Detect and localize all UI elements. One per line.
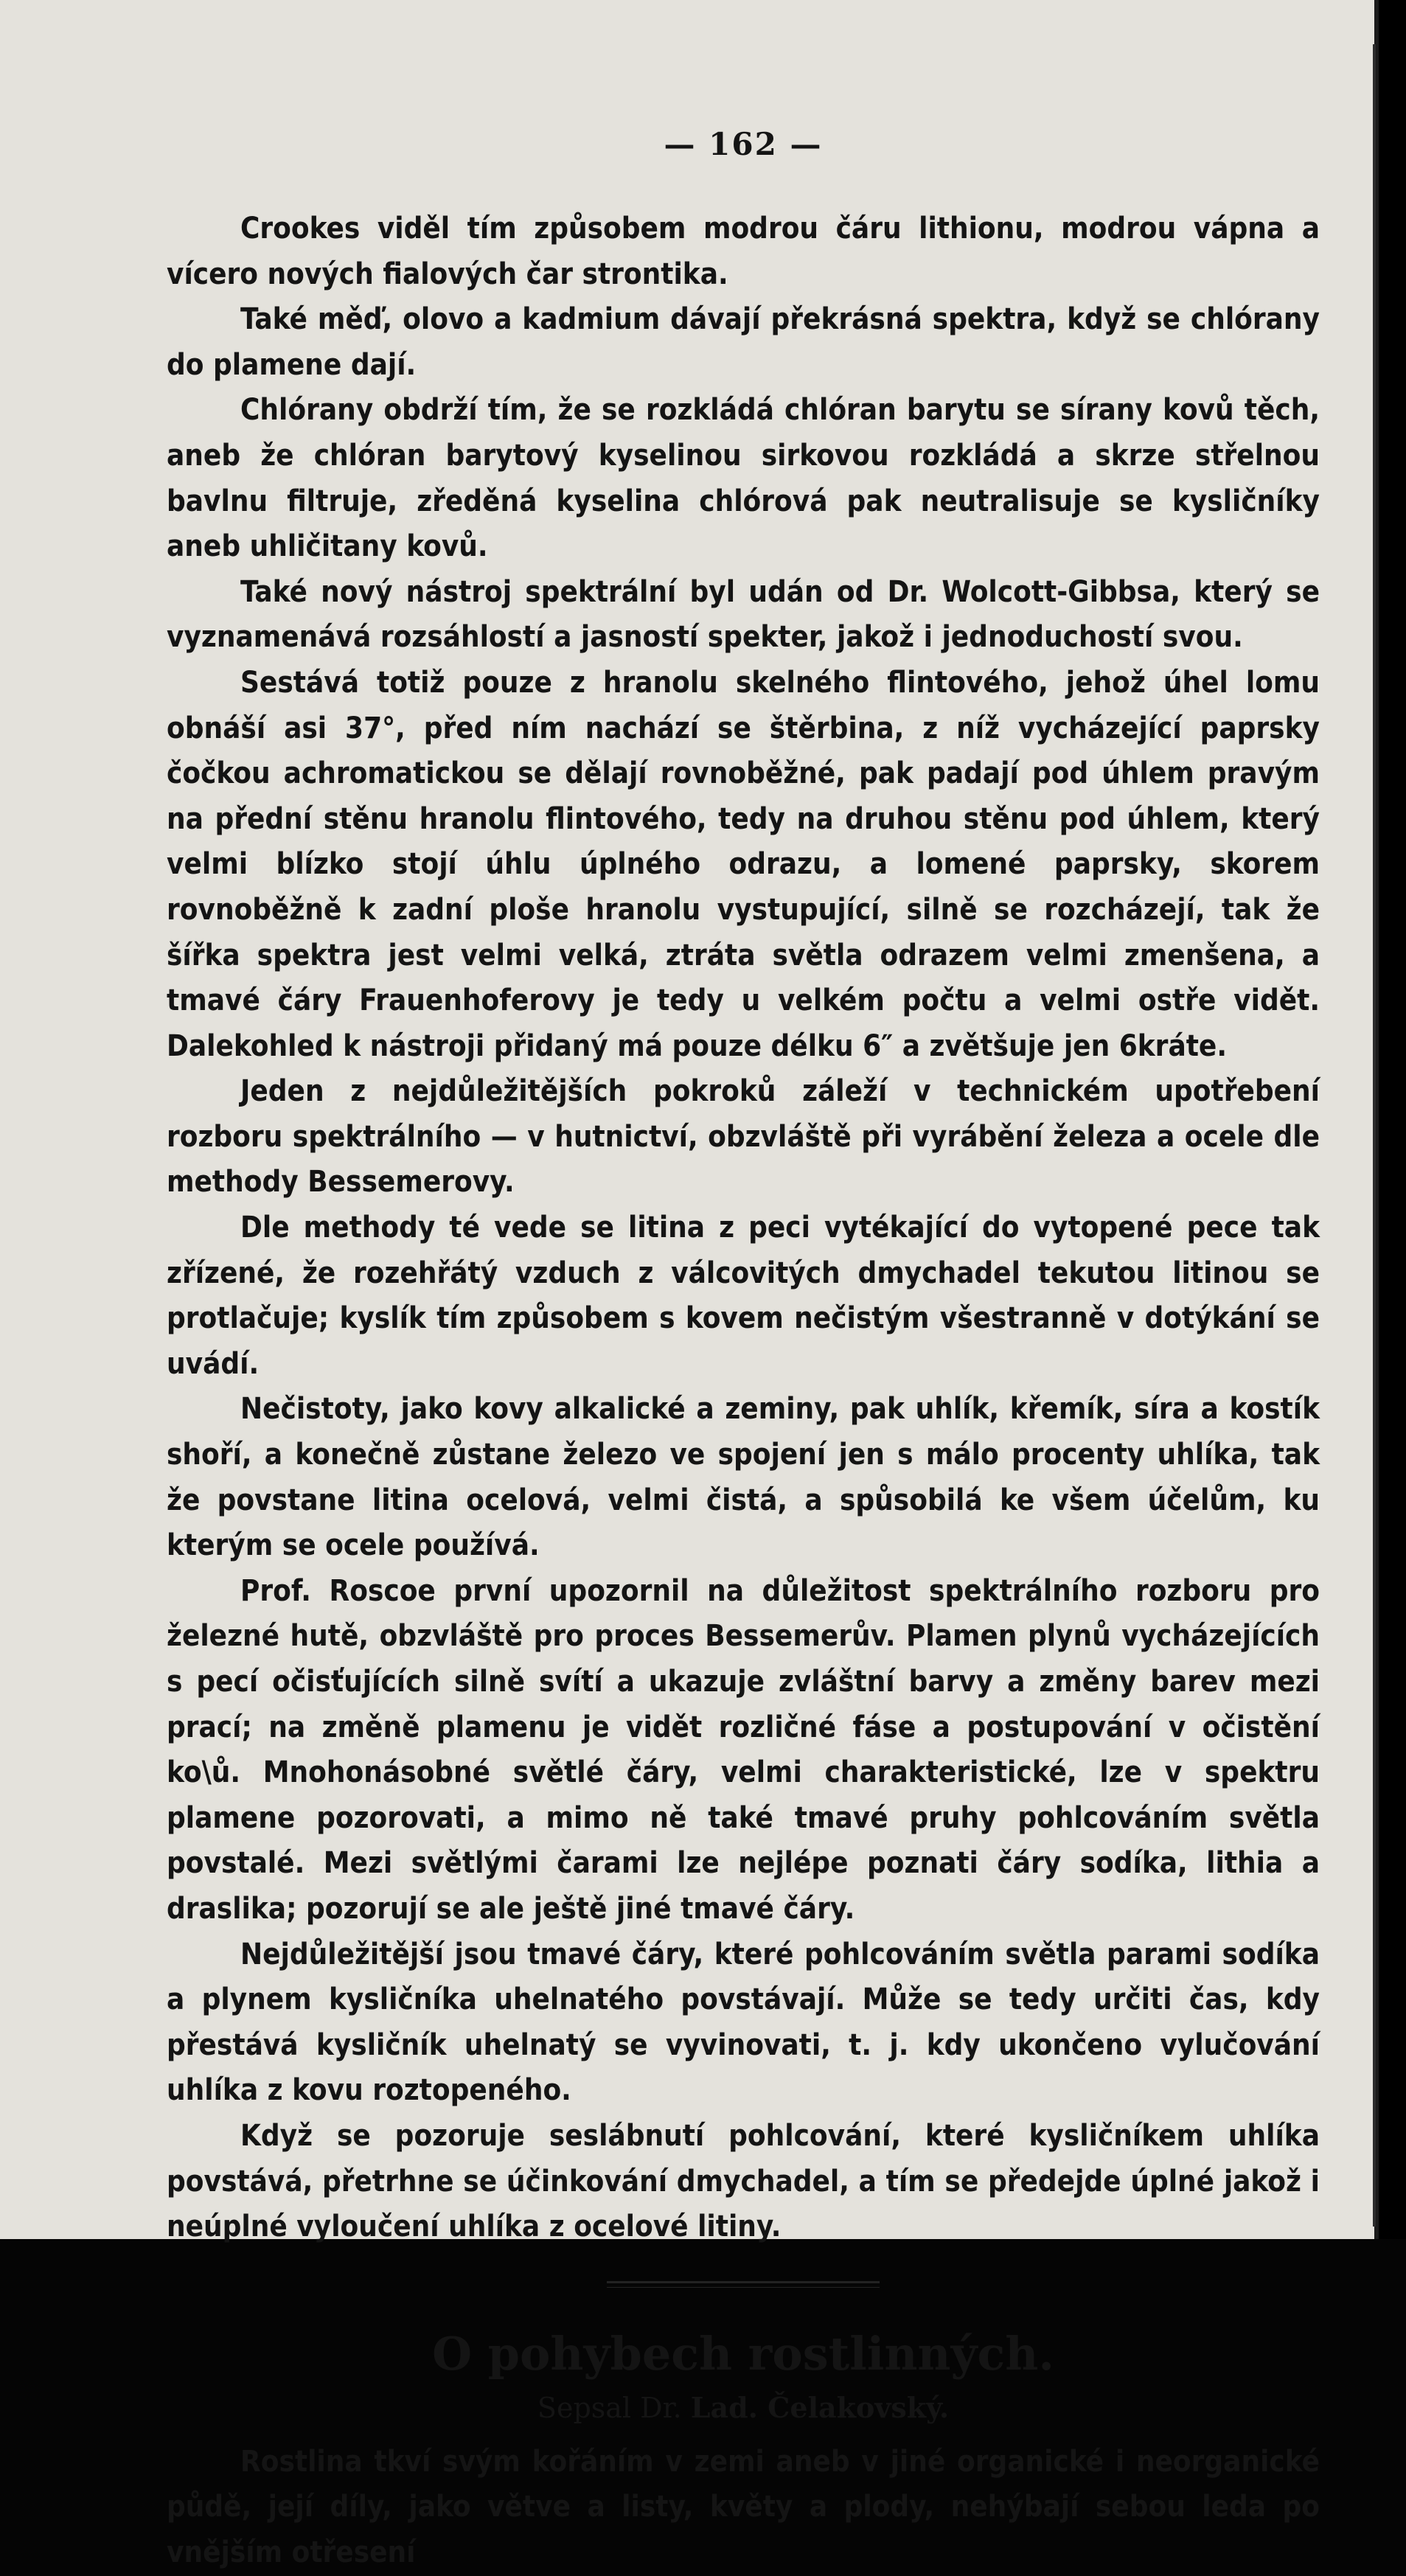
author-prefix: Sepsal Dr.	[537, 2391, 682, 2424]
paragraph: Rostlina tkví svým kořáním v zemi aneb v jiné organické i neorganické půdě, její díly, jako větve a listy, květy a plody, nehýbají sebou leda po vnějším otřesení	[167, 2444, 1320, 2569]
section-divider	[607, 2281, 880, 2288]
page-number: — 162 —	[664, 126, 823, 162]
paragraph: Jeden z nejdůležitějších pokroků záleží v technickém upotřebení rozboru spektrálního — v hutnictví, obzvláště při vyrábění železa a ocele dle methody Bessemerovy.	[167, 1074, 1320, 1200]
page-content	[167, 124, 1320, 2576]
scan-border	[1379, 0, 1406, 2239]
paragraph: Nejdůležitější jsou tmavé čáry, které pohlcováním světla parami sodíka a plynem kysličníka uhelnatého povstávají. Může se tedy určiti čas, kdy přestává kysličník uhelnatý se vyvinovati, t. j. kdy ukončeno vylučování uhlíka z kovu roztopeného.	[167, 1937, 1320, 2108]
paragraph: Crookes viděl tím způsobem modrou čáru lithionu, modrou vápna a vícero nových fialových čar strontika.	[167, 212, 1320, 291]
paragraph: Nečistoty, jako kovy alkalické a zeminy, pak uhlík, křemík, síra a kostík shoří, a konečně zůstane železo ve spojení jen s málo procenty uhlíka, tak že povstane litina ocelová, velmi čistá, a spůsobilá ke všem účelům, ku kterým se ocele používá.	[167, 1392, 1320, 1563]
paragraph: Dle methody té vede se litina z peci vytékající do vytopené pece tak zřízené, že rozehřátý vzduch z válcovitých dmychadel tekutou litinou se protlačuje; kyslík tím způsobem s kovem nečistým všestranně v dotýkání se uvádí.	[167, 1211, 1320, 1381]
section-title: O pohybech rostlinných.	[432, 2326, 1054, 2381]
paragraph: Prof. Roscoe první upozornil na důležitost spektrálního rozboru pro železné hutě, obzvláště pro proces Bessemerův. Plamen plynů vycházejících s pecí očisťujících silně svítí a ukazuje zvláštní barvy a změny barev mezi prací; na změně plamenu je vidět rozličné fáse a postupování v očistění ko\ů. Mnohonásobné světlé čáry, velmi charakteristické, lze v spektru plamene pozorovati, a mimo ně také tmavé pruhy pohlcováním světla povstalé. Mezi světlými čarami lze nejlépe poznati čáry sodíka, lithia a draslika; pozorují se ale ještě jiné tmavé čáry.	[167, 1573, 1320, 1926]
paragraph: Sestává totiž pouze z hranolu skelného flintového, jehož úhel lomu obnáší asi 37°, před ním nachází se štěrbina, z níž vycházející paprsky čočkou achromatickou se dělají rovnoběžné, pak padají pod úhlem pravým na přední stěnu hranolu flintového, tedy na druhou stěnu pod úhlem, který velmi blízko stojí úhlu úplného odrazu, a lomené paprsky, skorem rovnoběžně k zadní ploše hranolu vystupující, silně se rozcházejí, tak že šířka spektra jest velmi velká, ztráta světla odrazem velmi zmenšena, a tmavé čáry Frauenhoferovy je tedy u velkém počtu a velmi ostře vidět. Dalekohled k nástroji přidaný má pouze délku 6″ a zvětšuje jen 6kráte.	[167, 665, 1320, 1063]
section-author	[167, 2388, 1320, 2428]
paragraph: Také nový nástroj spektrální byl udán od Dr. Wolcott-Gibbsa, který se vyznamenává rozsáhlostí a jasností spekter, jakož i jednoduchostí svou.	[167, 574, 1320, 655]
paragraph: Také měď, olovo a kadmium dávají překrásná spektra, když se chlórany do plamene dají.	[167, 302, 1320, 382]
page-edge-line	[1373, 44, 1376, 2227]
paragraph: Chlórany obdrží tím, že se rozkládá chlóran barytu se sírany kovů těch, aneb že chlóran barytový kyselinou sirkovou rozkládá a skrze střelnou bavlnu filtruje, zředěná kyselina chlórová pak neutralisuje se kysličníky aneb uhličitany kovů.	[167, 393, 1320, 564]
paragraph: Když se pozoruje seslábnutí pohlcování, které kysličníkem uhlíka povstává, přetrhne se účinkování dmychadel, a tím se předejde úplné jakož i neúplné vyloučení uhlíka z ocelové litiny.	[167, 2118, 1320, 2244]
author-name: Lad. Čelakovský.	[690, 2390, 950, 2424]
